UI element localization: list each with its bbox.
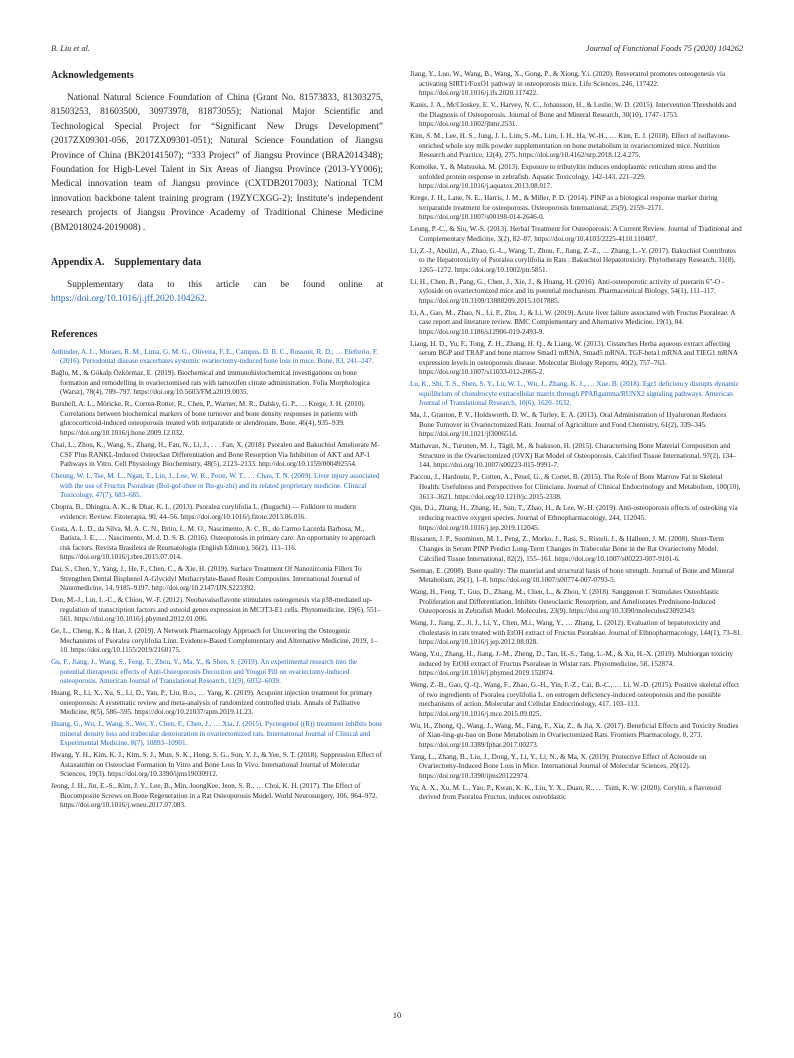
page-number: 10	[392, 1010, 402, 1020]
reference-entry: Yu, A. X., Xu, M. L., Yao, P., Kwan, K. K., Liu, Y. X., Duan, R., … Tsim, K. W. (2020). Corylin, a flavonoid derived from Psoralea Fructus, induces osteoblastic	[410, 783, 721, 802]
reference-entry: Ma, J., Granton, P. V., Holdsworth, D. W., & Turley, E. A. (2013). Oral Administration of Hyaluronan Reduces Bone Turnover in Ovariectomized Rats. Journal of Agriculture and Food Chemistry, 61(2), 339–345. https://doi.org/10.1021/jf300651d.	[410, 411, 727, 439]
reference-entry: Burshell, A. L., Möricke, R., Correa-Rotter, R., Chen, P., Warner, M. R., Dalsky, G. P., … Krege, J. H. (2010). Correlations between biochemical markers of bone turnover and bone density responses in patients with glucocorticoid-induced osteoporosis treated with teriparatide or alendronate. Bone, 46(4), 935–939. https://doi.org/10.1016/j.bone.2009.12.032.	[51, 400, 366, 438]
reference-entry: Huang, G., Wu, J., Wang, S., Wei, Y., Chen, F., Chen, J., … Xia, J. (2015). Pycnogenol ((R)) treatment inhibits bone mineral density loss and trabecular deterioration in ovariectomized rats. International Journal of Clinical and Experimental Medicine, 8(7), 10893–10901.	[51, 720, 383, 748]
reference-entry: Dai, S., Chen, Y., Yang, J., He, F., Chen, C., & Xie, H. (2019). Surface Treatment Of Nanozirconia Fillers To Strengthen Dental Bisphenol A-Glycidyl Methacrylate-Based Resin Composites. International Journal of Nanomedicine, 14, 9185–9197. http://doi.org/10.2147/IJN.S223392.	[51, 565, 362, 593]
reference-entry: Weng, Z.-B., Gao, Q.-Q., Wang, F., Zhao, G.-H., Yin, F.-Z., Cai, B.-C., … Li, W.-D. (2015). Positive skeletal effect of two ingredients of Psoralea corylifolia L. on estrogen deficiency-induced osteoporosis and the possible mechanisms of action. Molecular and Cellular Endocrinology, 417, 103–113. https://doi.org/10.1016/j.mce.2015.09.025.	[410, 681, 739, 718]
reference-entry: Costa, A. L. D., da Silva, M. A. C. N., Brito, L. M. O., Nascimento, A. C. B., do Carmo Lacerda Barbosa, M., Batista, J. E., … Nascimento, M. d. D. S. B. (2016). Osteoporosis in primary care: An opportunity to approach risk factors. Revista Brasileira de Reumatologia (English Edition), 56(2), 111–116. https://doi.org/10.1016/j.rbre.2015.07.014.	[51, 524, 376, 562]
reference-entry: Wu, H., Zhong, Q., Wang, J., Wang, M., Fang, F., Xia, Z., & Jia, X. (2017). Beneficial Effects and Toxicity Studies of Xian-ling-gu-bao on Bone Metabolism in Ovariectomized Rats. Frontiers Pharmacology, 8, 273. https://doi.org/10.3389/fphar.2017.00273.	[410, 721, 739, 749]
reference-entry: Anbinder, A. L., Moraes, R. M., Lima, G. M. G., Oliveira, F. E., Campos, D. R. C., Rossoni, R. D., … Elefterio, F. (2016). Periodontal disease exacerbates systemic ovariectomy-induced bone loss in mice. Bone, 83, 241–247.	[51, 347, 379, 366]
reference-entry: Paccou, J., Hardouin, P., Cotten, A., Penel, G., & Cortet, B. (2015). The Role of Bone Marrow Fat in Skeletal Health: Usefulness and Perspectives for Clinicians. Journal of Clinical Endocrinology and Metabolism, 100(10), 3613–3621. https://doi.org/10.1210/jc.2015-2338.	[410, 473, 741, 501]
reference-entry: Bağlu, M., & Gökalp Özkörmaz, E. (2019). Biochemical and immunohistochemical investigations on bone formation and remodelling in ovariectomised rats with tamoxifen citrate administration. Folia Morphologica (Warsz), 78(4), 789–797. https://doi.org/10.5603/FM.a2019.0035.	[51, 369, 370, 397]
reference-entry: Kanis, J. A., McCloskey, E. V., Harvey, N. C., Johansson, H., & Leslie, W. D. (2015). Intervention Thresholds and the Diagnosis of Osteoporosis. Journal of Bone and Mineral Research, 30(10), 1747–1753. https://doi.org/10.1002/jbmr.2531.	[410, 101, 737, 129]
reference-entry: Chopra, B., Dhingra, A. K., & Dhar, K. L. (2013). Psoralea corylifolia L. (Buguchi) — Folklore to modern evidence: Review. Fitoterapia, 90, 44–56. https://doi.org/10.1016/j.fitote.2013.06.016.	[51, 503, 356, 521]
reference-entry: Jeong, J. H., Jin, E.-S., Kim, J. Y., Lee, B., Min, JoongKee, Jeon, S. R., … Choi, K. H. (2017). The Effect of Biocomposite Screws on Bone Regeneration in a Rat Osteoporosis Model. World Neurosurgery, 106, 964–972. https://doi.org/10.1016/j.wneu.2017.07.083.	[51, 782, 378, 810]
reference-entry: Yang, L., Zhang, B., Liu, J., Dong, Y., Li, Y., Li, N., & Ma, X. (2019). Protective Effect of Acteoside on Ovariectomy-Induced Bone Loss in Mice. International Journal of Molecular Sciences, 20(12). https://doi.org/10.3390/ijms20122974.	[410, 752, 707, 780]
right-column	[410, 70, 743, 805]
reference-entry: Wang, J., Jiang, Z., Ji, J., Li, Y., Chen, M.i., Wang, Y., … Zhang, L. (2012). Evaluation of hepatotoxicity and cholestasis in rats treated with EtOH extract of Fructus Psoraleae. Journal of Ethnopharmacology, 144(1), 73–81. https://doi.org/10.1016/j.jep.2012.08.028.	[410, 619, 743, 647]
reference-entry: Seeman, E. (2008). Bone quality: The material and structural basis of bone strength. Journal of Bone and Mineral Metabolism, 26(1), 1–8. https://doi.org/10.1007/s00774-007-0793-5.	[410, 566, 735, 585]
reference-entry: Li, Z.-J., Abulizi, A., Zhao, G.-L., Wang, T., Zhou, F., Jiang, Z.-Z., … Zhang, L.-Y. (2017). Bakuchiol Contributes to the Hepatotoxicity of Psoralea corylifolia in Rats : Bakuchiol Hepatotoxicity. Phytotherapy Research, 31(8), 1265–1272. https://doi.org/10.1002/ptr.5851.	[410, 246, 736, 274]
appendix-period: .	[204, 294, 207, 305]
left-column	[51, 70, 383, 813]
reference-entry: Leung, P.-C., & Siu, W.-S. (2013). Herbal Treatment for Osteoporosis: A Current Review. Journal of Traditional and Complementary Medicine, 3(2), 82–87. https://doi.org/10.4103/2225-4110.110407.	[410, 225, 742, 243]
reference-entry: Lu, K., Shi, T. S., Shen, S. Y., Lu, W. L., Wu, J., Zhang, K. J., … Xue, B. (2018). Egr1 deficiency disrupts dynamic equilibrium of chondrocyte extracellular matrix through PPARgamma/RUNX2 signaling pathways. American Journal of Translational Research, 10(6), 1620–1632.	[410, 380, 739, 408]
appendix-heading: Appendix A. Supplementary data	[51, 257, 202, 269]
running-header-journal: Journal of Functional Foods 75 (2020) 104262	[585, 44, 743, 53]
reference-entry: Huang, R., Li, X., Xu, S., Li, D., Yan, P., Liu, B.o., … Yang, K. (2019). Acupoint injection treatment for primary osteoporosis: A systematic review and meta-analysis of randomized controlled trials. Annals of Palliative Medicine, 8(5), 586–595. https://doi.org/10.21037/apm.2019.11.23.	[51, 689, 373, 717]
reference-entry: Jiang, Y., Luo, W., Wang, B., Wang, X., Gong, P., & Xiong, Y.i. (2020). Resveratrol promotes osteogenesis via activating SIRT1/FoxO1 pathway in osteoporosis mice. Life Sciences, 246, 117422. https://doi.org/10.1016/j.lfs.2020.117422.	[410, 70, 726, 98]
reference-entry: Kim, S. M., Lee, H. S., Jung, J. I., Lim, S.-M., Lim, J. H., Ha, W.-H., … Kim, E. J. (2018). Effect of isoflavone-enriched whole soy milk powder supplementation on bone metabolism in ovariectomized mice. Nutrition Research and Practice, 12(4), 275. https://doi.org/10.4162/nrp.2018.12.4.275.	[410, 132, 731, 160]
running-header-authors: B. Liu et al.	[51, 44, 90, 53]
reference-entry: Li, A., Gao, M., Zhao, N., Li, P., Zhu, J., & Li, W. (2019). Acute liver failure associated with Fructus Psoraleae: A case report and literature review. BMC Complementary and Alternative Medicine, 19(1), 84. https://doi.org/10.1186/s12906-019-2493-9.	[410, 308, 736, 336]
reference-entry: Gu, F., Jiang, J., Wang, S., Feng, T., Zhou, Y., Ma, Y., & Shen, S. (2019). An experimental research into the potential therapeutic effects of Anti-Osteoporosis Decoction and Yougui Pill on ovariectomy-induced osteoporosis. American Journal of Translational Research, 11(9), 6032–6039.	[51, 658, 358, 686]
appendix-text	[51, 278, 383, 307]
reference-entry: Wang, H., Feng, T., Guo, D., Zhang, M., Chen, L., & Zhou, Y. (2018). Sanggenon C Stimulates Osteoblastic Proliferation and Differentiation, Inhibits Osteoclastic Resorption, and Ameliorates Prednisone-Induced Osteoporosis in Zebrafish Model. Molecules, 23(9). https://doi.org/10.3390/molecules23092343.	[410, 587, 720, 616]
reference-entry: Cheung, W. I., Tse, M. L., Ngan, T., Lin, J., Lee, W. K., Poon, W. T., … Chau, T. N. (2009). Liver injury associated with the use of Fructus Psoraleae (Bol-gol-zhee or Bu-gu-zhi) and its related proprietary medicine. Clinical Toxicology, 47(7), 683–685.	[51, 472, 380, 500]
references-list-left	[51, 348, 383, 811]
reference-entry: Li, H., Chen, B., Pang, G., Chen, J., Xie, J., & Huang, H. (2016). Anti-osteoporotic activity of puerarin 6″-O -xyloside on ovariectomized mice and its potential mechanism. Pharmaceutical Biology, 54(1), 111–117. https://doi.org/10.3109/13880209.2015.1017885.	[410, 277, 725, 305]
reference-entry: Chai, L., Zhou, K., Wang, S., Zhang, H., Fan, N., Li, J., . . . Fan, X. (2018). Psoralen and Bakuchiol Ameliorate M-CSF Plus RANKL-Induced Osteoclast Differentiation and Bone Resorption Via Inhibition of AKT and AP-1 Pathways in Vitro. Cell Physiology Biochemistry, 48(5), 2123–2133. http://doi.org/10.1159/000492554.	[51, 440, 380, 469]
supplementary-data-link[interactable]: https://doi.org/10.1016/j.jff.2020.104262	[51, 294, 205, 305]
reference-entry: Wang, Y.u., Zhang, H., Jiang, J.-M., Zheng, D., Tan, H.-S., Tang, L.-M., & Xu, H.-X. (2019). Multiorgan toxicity induced by EtOH extract of Fructus Psoraleae in Wistar rats. Phytomedicine, 58, 152874. https://doi.org/10.1016/j.phymed.2019.152874.	[410, 650, 734, 678]
acknowledgements-text: National Natural Science Foundation of China (Grant No. 81573833, 81303275, 81503253, 81603500, 30973978, 81873055); National Major Scientific and Technological Special Project for “Significant New Drugs Development” (2017ZX09301-056, 2017ZX09301-051); Natural Science Foundation of Jiangsu Province of China (BK20141507); “333 Project” of Jiangsu Province (BRA2014348); Foundation for High-Level Talent in Six Areas of Jiangsu Province (2013-YY006); Medical innovation team of Jiangsu province (CXTDB2017003); National TCM innovation backbone talent training program (19ZYCXGG-2); Institute’s independent research projects of Jiangsu Province Academy of Traditional Chinese Medicine (BM2018024-2019008) .	[51, 93, 383, 233]
reference-entry: Hwang, Y. H., Kim, K. J., Kim, S. J., Mun, S. K., Hong, S. G., Son, Y. J., & Yee, S. T. (2018). Suppression Effect of Astaxanthin on Osteoclast Formation In Vitro and Bone Loss In Vivo. International Journal of Molecular Sciences, 19(3). https://doi.org/10.3390/ijms19030912.	[51, 751, 382, 779]
reference-entry: Krege, J. H., Lane, N. E., Harris, J. M., & Miller, P. D. (2014). PINP as a biological response marker during teriparatide treatment for osteoporosis. Osteoporosis International, 25(9), 2159–2171. https://doi.org/10.1007/s00198-014-2646-0.	[410, 194, 718, 222]
appendix-sentence: Supplementary data to this article can be found online at	[67, 280, 383, 291]
reference-entry: Rissanen, J. P., Suominen, M. I., Peng, Z., Morko, J., Rasi, S., Risteli, J., & Halleen, J. M. (2008). Short-Term Changes in Serum PINP Predict Long-Term Changes in Trabecular Bone in the Rat Ovariectomy Model. Calcified Tissue International, 82(2), 155–161. https://doi.org/10.1007/s00223-007-9101-6.	[410, 535, 724, 563]
acknowledgements-heading: Acknowledgements	[51, 70, 134, 81]
references-heading: References	[51, 328, 98, 340]
reference-entry: Ge, L., Cheng, K., & Han, J. (2019). A Network Pharmacology Approach for Uncovering the Osteogenic Mechanisms of Psoralea corylifolia Linn. Evidence-Based Complementary and Alternative Medicine, 2019, 1–10. https://doi.org/10.1155/2019/2160175.	[51, 627, 378, 655]
reference-entry: Komoike, Y., & Matsuoka, M. (2013). Exposure to tributyltin induces endoplasmic reticulum stress and the unfolded protein response in zebrafish. Aquatic Toxicology, 142-143, 221–229. https://doi.org/10.1016/j.aquatox.2013.08.017.	[410, 163, 717, 191]
references-list-right	[410, 70, 743, 803]
reference-entry: Qin, D.i., Zhang, H., Zhang, H., Sun, T., Zhao, H., & Lee, W.-H. (2019). Anti-osteoporosis effects of osteoking via reducing reactive oxygen species. Journal of Ethnopharmacology, 244, 112045. https://doi.org/10.1016/j.jep.2019.112045.	[410, 504, 738, 532]
reference-entry: Don, M.-J., Lin, L.-C., & Chiou, W.-F. (2012). Neobavaisoflavone stimulates osteogenesis via p38-mediated up-regulation of transcription factors and osteoid genes expression in MC3T3-E1 cells. Phytomedicine, 19(6), 551–561. https://doi.org/10.1016/j.phymed.2012.01.006.	[51, 596, 381, 624]
reference-entry: Liang, H. D., Yu, F., Tong, Z. H., Zhang, H. Q., & Liang, W. (2013). Cistanches Herba aqueous extract affecting serum BGP and TRAP and bone marrow Smad1 mRNA, Smad5 mRNA, TGF-beta1 mRNA and TIEG1 mRNA expression levels in osteoporosis disease. Molecular Biology Reports, 40(2), 757–763. https://doi.org/10.1007/s11033-012-2065-2.	[410, 339, 738, 377]
reference-entry: Mathavan, N., Turunen, M. J., Tägil, M., & Isaksson, H. (2015). Characterising Bone Material Composition and Structure in the Ovariectomized (OVX) Rat Model of Osteoporosis. Calcified Tissue International, 97(2), 134–144. https://doi.org/10.1007/s00223-015-9991-7.	[410, 442, 737, 470]
